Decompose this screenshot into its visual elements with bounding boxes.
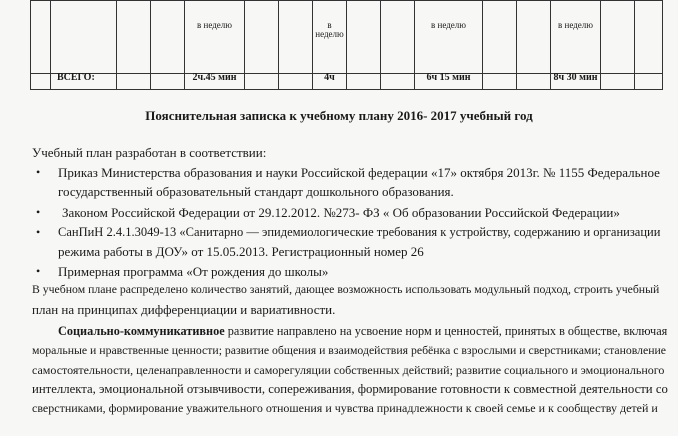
- bullet-line: Законом Российской Федерации от 29.12.2012. №273- ФЗ « Об образовании Российской Федерации»: [62, 205, 620, 220]
- intro-text: Учебный план разработан в соответствии:: [32, 145, 267, 160]
- paragraph-line: [58, 324, 667, 339]
- document-title: Пояснительная записка к учебному плану 2016- 2017 учебный год: [145, 108, 533, 123]
- bullet-icon: •: [36, 165, 41, 179]
- paragraph-line: план на принципах дифференциации и вариативности.: [32, 302, 336, 317]
- total-value: 6ч 15 мин: [415, 74, 483, 90]
- week-cell: в неделю: [185, 1, 245, 74]
- schedule-table-fragment: [30, 0, 663, 90]
- total-value: 2ч.45 мин: [185, 74, 245, 90]
- week-cell: в неделю: [551, 1, 601, 74]
- total-value: 4ч: [313, 74, 347, 90]
- section-heading: Социально-коммуникативное: [58, 324, 225, 338]
- week-cell: в неделю: [313, 1, 347, 74]
- bullet-line: СанПиН 2.4.1.3049-13 «Санитарно — эпидемиологические требования к устройству, содержанию и организации: [58, 225, 661, 239]
- week-cell: в неделю: [415, 1, 483, 74]
- paragraph-line: самостоятельности, целенаправленности и саморегуляции собственных действий; развитие социального и эмоционального: [32, 363, 665, 377]
- bullet-line: Приказ Министерства образования и науки Российской федерации «17» октября 2013г. № 1155 Федеральное: [58, 165, 660, 180]
- total-label: ВСЕГО:: [51, 74, 117, 90]
- bullet-icon: •: [36, 225, 41, 239]
- bullet-icon: •: [36, 264, 41, 278]
- bullet-line: режима работы в ДОУ» от 15.05.2013. Регистрационный номер 26: [58, 244, 424, 259]
- bullet-line: государственный образовательный стандарт дошкольного образования.: [58, 184, 454, 199]
- paragraph-line: моральные и нравственные ценности; развитие общения и взаимодействия ребёнка с взрослыми и сверстниками; становление: [32, 344, 666, 357]
- paragraph-text: развитие направлено на усвоение норм и ценностей, принятых в обществе, включая: [224, 324, 668, 338]
- paragraph-line: сверстниками, формирование уважительного отношения и чувства принадлежности к своей семье и к сообществу детей и: [32, 401, 658, 415]
- bullet-line: Примерная программа «От рождения до школы»: [58, 264, 329, 279]
- paragraph-line: В учебном плане распределено количество занятий, дающее возможность использовать модульный подход, строить учебный: [32, 283, 660, 296]
- total-value: 8ч 30 мин: [551, 74, 601, 90]
- bullet-icon: •: [36, 205, 41, 219]
- paragraph-line: интеллекта, эмоциональной отзывчивости, сопереживания, формирование готовности к совместной деятельности со: [32, 382, 668, 396]
